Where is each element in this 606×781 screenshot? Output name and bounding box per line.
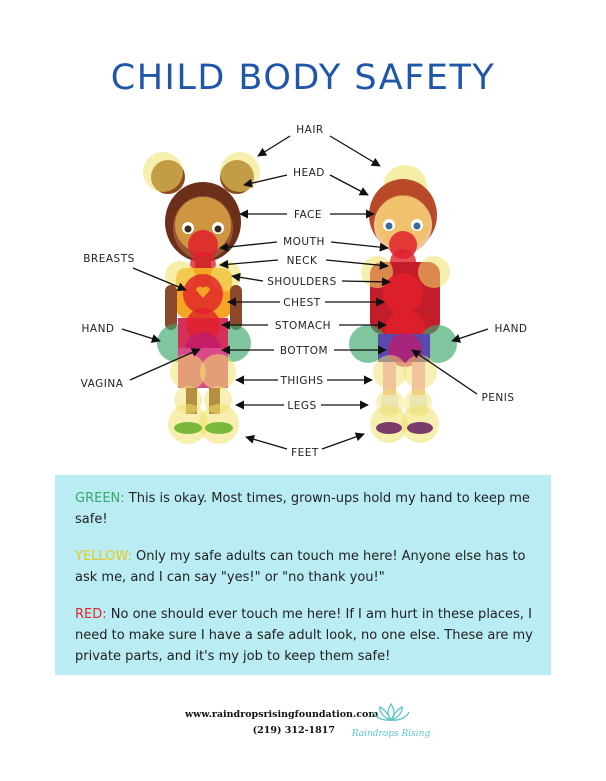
- page-title: CHILD BODY SAFETY: [110, 58, 496, 98]
- label-breasts: BREASTS: [83, 253, 135, 265]
- logo-text: Raindrops Rising: [351, 729, 431, 739]
- label-head: HEAD: [293, 167, 325, 179]
- label-face: FACE: [293, 209, 323, 221]
- legend-red-text: No one should ever touch me here! If I am hurt in these places, I need to make sure I have a safe adult look, no one else. These are my private parts, and it's my job to keep them safe!: [75, 607, 533, 664]
- label-hand-right: HAND: [494, 323, 528, 335]
- legend-green: [75, 488, 535, 530]
- label-feet: FEET: [291, 447, 319, 459]
- footer-website[interactable]: www.raindropsrisingfoundation.com: [185, 709, 379, 720]
- legend-yellow: [75, 546, 535, 588]
- label-penis: PENIS: [481, 392, 515, 404]
- girl-figure: [143, 152, 260, 444]
- label-hair: HAIR: [296, 124, 324, 136]
- label-shoulders: SHOULDERS: [267, 276, 337, 288]
- legend-yellow-text: Only my safe adults can touch me here! Anyone else has to ask me, and I can say "yes!" or "no thank you!": [75, 549, 526, 585]
- legend-yellow-keyword: YELLOW:: [75, 549, 132, 564]
- label-neck: NECK: [286, 255, 318, 267]
- legend-red: [75, 604, 535, 667]
- legend-green-keyword: GREEN:: [75, 491, 125, 506]
- boy-figure: [349, 165, 457, 443]
- raindrops-rising-logo: [351, 700, 431, 744]
- label-mouth: MOUTH: [283, 236, 325, 248]
- label-bottom: BOTTOM: [279, 345, 329, 357]
- legend-green-text: This is okay. Most times, grown-ups hold my hand to keep me safe!: [75, 491, 530, 527]
- legend-red-keyword: RED:: [75, 607, 107, 622]
- label-legs: LEGS: [287, 400, 317, 412]
- label-vagina: VAGINA: [80, 378, 124, 390]
- footer-phone: (219) 312-1817: [252, 725, 335, 736]
- label-thighs: THIGHS: [280, 375, 324, 387]
- label-hand-left: HAND: [81, 323, 115, 335]
- label-stomach: STOMACH: [274, 320, 332, 332]
- legend-panel: [55, 475, 551, 675]
- label-chest: CHEST: [283, 297, 321, 309]
